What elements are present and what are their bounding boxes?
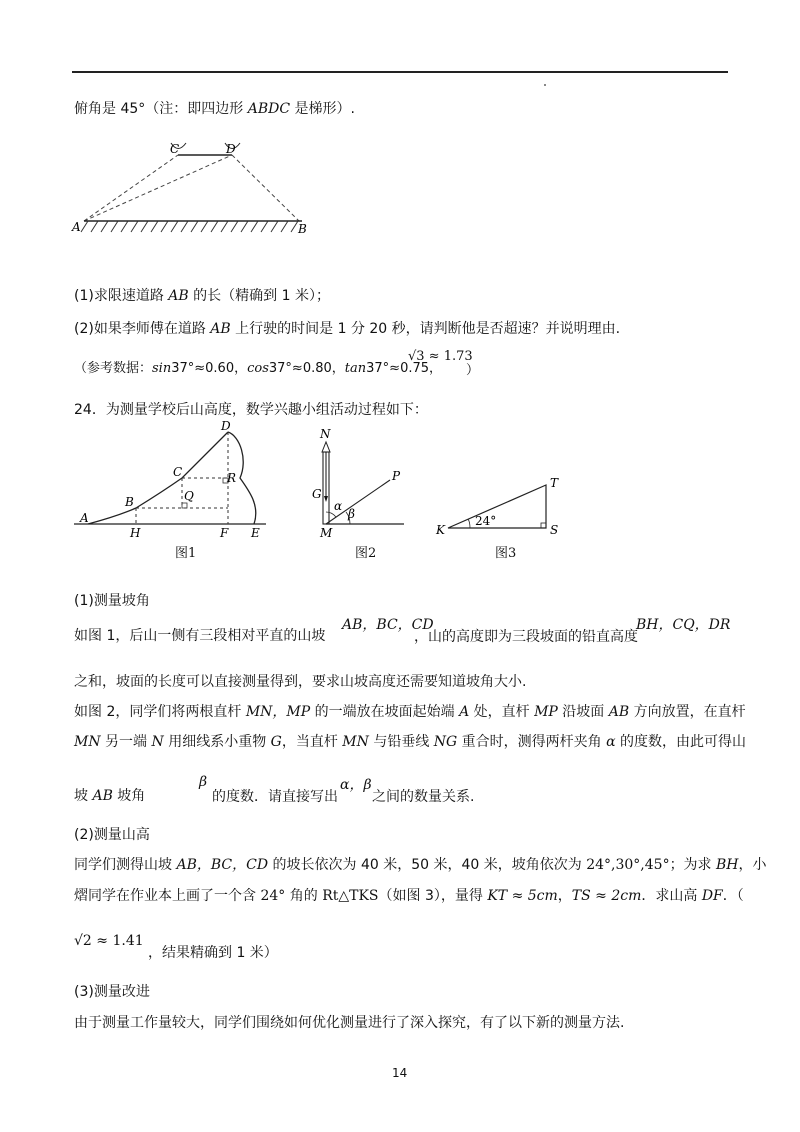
s1-l5-a: 坡 <box>74 788 93 804</box>
s2-sqrt2: √2 ≈ 1.41 <box>74 933 144 949</box>
ref-tan-val: 37°≈0.75， <box>366 361 443 376</box>
fig1-label-f: F <box>220 526 229 540</box>
ref-sin: sin <box>152 361 172 376</box>
fig1-caption: 图1 <box>175 546 197 561</box>
intro-suffix: 是梯形）. <box>290 101 355 117</box>
figure-3 <box>430 470 570 545</box>
s1-l4-a: 另一端 <box>100 734 152 750</box>
s1-l4-c: ，当直杆 <box>281 734 343 750</box>
ref-sin-val: 37°≈0.60， <box>171 361 248 376</box>
s2-l1-a: 同学们测得山坡 <box>74 857 177 873</box>
s2-l1-slopes: AB，BC，CD <box>176 857 269 873</box>
ref-close: ） <box>466 363 480 378</box>
s2-l2-KT: KT ≈ 5cm <box>487 888 558 904</box>
s2-l1-BH: BH <box>716 857 739 873</box>
fig1-label-r: R <box>227 471 237 485</box>
ref-tan: tan <box>344 361 367 376</box>
fig1-label-e: E <box>251 526 260 540</box>
q1-suffix: 的长（精确到 1 米）； <box>188 288 330 304</box>
s1-line-2: 之和，坡面的长度可以直接测量得到，要求山坡高度还需要知道坡角大小. <box>74 674 527 690</box>
s1-l4-MN2: MN <box>342 734 369 750</box>
s1-line-3 <box>74 702 746 722</box>
s1-l1-slopes: AB，BC，CD <box>342 617 434 633</box>
fig3-label-t: T <box>550 476 559 490</box>
s1-l4-MN: MN <box>74 734 101 750</box>
s1-line-4 <box>74 732 746 752</box>
s2-l2-a: 熠同学在作业本上画了一个含 <box>74 888 261 904</box>
fig3-triangle <box>448 485 546 528</box>
fig2-peg <box>322 442 330 452</box>
ref-sqrt3: √3 ≈ 1.73 <box>408 349 473 364</box>
fig2-weight-g <box>324 496 328 502</box>
fig3-label-k: K <box>436 523 445 537</box>
s2-line-2 <box>74 886 744 906</box>
s1-l4-d: 与铅垂线 <box>368 734 434 750</box>
s1-l5-c: 的度数．请直接写出 <box>212 789 338 805</box>
s1-l3-A: A <box>459 704 470 720</box>
s1-l3-c: 处，直杆 <box>469 704 535 720</box>
s2-l2-angle: 24° <box>260 888 286 904</box>
fig1-label-d: D <box>221 420 231 433</box>
ref-cos: cos <box>247 361 269 376</box>
fig2-label-p: P <box>392 469 401 483</box>
s1-line-1 <box>74 626 325 646</box>
fig2-label-m: M <box>320 526 333 540</box>
question-2 <box>74 319 620 339</box>
fig1-label-c: C <box>173 465 183 479</box>
sight-line-ac <box>84 155 178 221</box>
s1-l1-a: 如图 1，后山一侧有三段相对平直的山坡 <box>74 628 326 644</box>
page-number: 14 <box>392 1066 408 1080</box>
s1-heading: (1)测量坡角 <box>74 593 150 609</box>
intro-line <box>74 99 355 119</box>
fig2-label-n: N <box>320 427 331 441</box>
s1-l1-b: ，山的高度即为三段坡面的铅直高度 <box>414 629 638 645</box>
s2-l2-c: （如图 3），量得 <box>378 888 488 904</box>
ground-hatch <box>81 221 298 232</box>
question-1 <box>74 286 330 306</box>
s2-l2-TS: TS ≈ 2cm <box>571 888 642 904</box>
s1-l4-e: 重合时，测得两杆夹角 <box>457 734 607 750</box>
s2-l2-e: ．求山高 <box>641 888 702 904</box>
s2-l2-DF: DF <box>701 888 723 904</box>
s1-l4-alpha: α <box>606 734 616 750</box>
fig1-right-angle-q <box>182 503 187 508</box>
intro-prefix: 俯角是 45°（注：即四边形 <box>74 101 248 117</box>
s2-heading: (2)测量山高 <box>74 827 150 843</box>
s1-l3-d: 沿坡面 <box>557 704 609 720</box>
fig3-angle-arc <box>468 519 470 528</box>
fig3-label-s: S <box>550 523 559 537</box>
s1-l3-poles: MN，MP <box>245 704 311 720</box>
figure-2 <box>300 420 410 550</box>
s2-l2-d: ， <box>557 888 572 904</box>
fig3-right-angle <box>541 523 546 528</box>
fig2-label-g: G <box>312 487 322 501</box>
s1-l5-b: 坡角 <box>112 788 146 804</box>
s1-l3-b: 的一端放在坡面起始端 <box>310 704 460 720</box>
s1-l5-AB: AB <box>92 788 113 804</box>
s2-line-1 <box>74 855 767 875</box>
fig1-label-a: A <box>80 511 89 525</box>
ref-cos-val: 37°≈0.80， <box>268 361 345 376</box>
intro-shape: ABDC <box>247 101 291 117</box>
s1-l5-beta: β <box>199 774 208 790</box>
problem-24-title: 24．为测量学校后山高度，数学兴趣小组活动过程如下： <box>74 402 428 418</box>
s1-l5-d: 之间的数量关系. <box>372 789 475 805</box>
sight-line-db <box>232 155 299 221</box>
s2-l2-f: ．（ <box>722 888 744 904</box>
q1-prefix: (1)求限速道路 <box>74 288 169 304</box>
sight-line-ad <box>84 155 232 221</box>
q2-suffix: 上行驶的时间是 1 分 20 秒，请判断他是否超速？并说明理由. <box>230 321 621 337</box>
q2-prefix: (2)如果李师傅在道路 <box>74 321 211 337</box>
s2-l1-c: ；为求 <box>669 857 717 873</box>
fig1-label-h: H <box>130 526 141 540</box>
s1-l4-f: 的度数，由此可得山 <box>615 734 747 750</box>
figure-1 <box>70 420 280 550</box>
label-d: D <box>226 142 236 156</box>
fig2-caption: 图2 <box>355 546 377 561</box>
header-rule <box>72 71 728 73</box>
s1-line-5 <box>74 786 145 806</box>
s1-l5-ab: α，β <box>340 777 372 793</box>
reference-data <box>74 359 442 379</box>
fig2-label-beta: β <box>348 507 355 521</box>
s1-l3-e: 方向放置，在直杆 <box>629 704 746 720</box>
s2-l3-b: ，结果精确到 1 米） <box>148 945 278 961</box>
s1-l3-MP: MP <box>534 704 558 720</box>
s1-l4-b: 用细线系小重物 <box>163 734 271 750</box>
label-c: C <box>170 142 180 156</box>
s2-l2-b: 角的 <box>285 888 323 904</box>
header-dot <box>544 84 546 86</box>
s2-l1-d: ，小 <box>738 857 767 873</box>
ref-open: （参考数据： <box>74 361 153 376</box>
fig3-label-angle: 24° <box>475 514 497 528</box>
s2-l1-b: 的坡长依次为 40 米，50 米，40 米，坡角依次为 <box>268 857 587 873</box>
q1-seg: AB <box>168 288 189 304</box>
label-a: A <box>72 220 81 234</box>
s2-l2-tri: Rt△TKS <box>322 888 379 904</box>
trapezoid-figure <box>66 132 326 242</box>
s1-l4-G: G <box>270 734 282 750</box>
q2-seg: AB <box>210 321 231 337</box>
s1-l4-N: N <box>151 734 164 750</box>
s1-l4-NG: NG <box>433 734 458 750</box>
fig3-caption: 图3 <box>495 546 517 561</box>
s1-l3-a: 如图 2，同学们将两根直杆 <box>74 704 246 720</box>
s2-l1-angles: 24°,30°,45° <box>586 857 670 873</box>
s3-line-1: 由于测量工作量较大，同学们围绕如何优化测量进行了深入探究，有了以下新的测量方法. <box>74 1015 625 1031</box>
s1-l3-AB: AB <box>608 704 630 720</box>
fig1-label-q: Q <box>184 489 194 503</box>
label-b: B <box>298 222 307 236</box>
fig1-label-b: B <box>125 495 134 509</box>
fig2-label-alpha: α <box>334 499 343 513</box>
s3-heading: (3)测量改进 <box>74 984 150 1000</box>
s1-l1-heights: BH，CQ，DR <box>636 617 731 633</box>
